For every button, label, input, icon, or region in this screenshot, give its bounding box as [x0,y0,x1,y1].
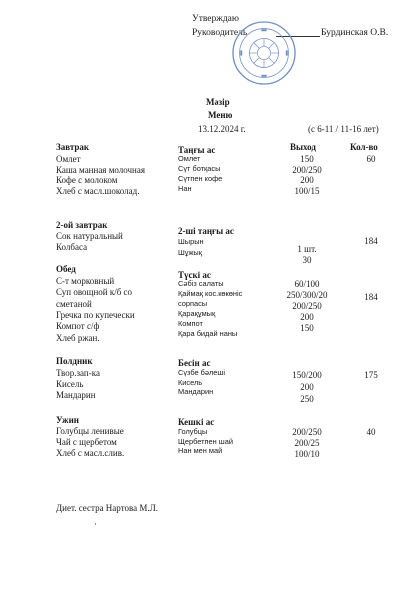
portion-output: 200/250 [292,164,322,175]
portion-output: 200 [300,382,314,392]
meal-title-ru: Ужин [56,415,79,425]
portion-count: 175 [364,370,378,380]
menu-item-kz: Нан мен май [178,446,223,455]
meal-title-kz: Кешкі ас [178,417,215,427]
menu-item-kz: Щербетпен шай [178,436,233,446]
menu-item-ru: Кисель [56,379,84,389]
portion-count: 184 [364,292,378,302]
portion-output: 200/250 [292,427,322,437]
menu-item-kz: Қара бидай наны [178,329,238,338]
portion-output: 250/300/20 [286,290,328,300]
portion-count: 60 [366,154,376,164]
portion-output: 200 [300,175,314,185]
portion-output: 1 шт. [297,244,317,254]
meal-title-kz: 2-ші таңғы ас [178,226,234,236]
menu-item-kz: Шырын [178,237,204,246]
portion-output: 200/250 [292,301,322,311]
menu-item-ru: Сок натуральный [56,231,123,241]
menu-item-kz: Қарақұмық [178,309,216,318]
menu-item-ru: Чай с щербетом [56,437,117,447]
title-ru: Меню [208,110,233,120]
menu-item-kz: Шұжық [178,248,202,257]
menu-item-ru: Омлет [56,154,81,164]
portion-count: 184 [364,236,378,246]
portion-output: 60/100 [294,279,320,289]
title-kz: Мәзір [206,97,230,107]
menu-item-kz: Сүт ботқасы [178,164,221,173]
portion-output: 200 [300,312,314,322]
meal-title-ru: 2-ой завтрак [56,220,108,230]
menu-item-ru: Твор.зап-ка [56,368,100,378]
portion-output: 200/25 [294,438,320,448]
column-qty-header: Кол-во [350,142,378,152]
menu-item-kz: Голубцы [178,427,208,436]
menu-item-ru: Хлеб с масл.шоколад. [56,185,140,196]
menu-item-kz: Кисель [178,377,203,387]
menu-item-ru: Компот с/ф [56,321,100,332]
menu-item-ru: Кофе с молоком [56,175,118,185]
meal-title-ru: Полдник [56,356,93,366]
menu-date: 13.12.2024 г. [198,124,246,134]
menu-item-ru: Голубцы ленивые [56,426,124,436]
menu-item-kz: Нан [178,184,192,193]
portion-output: 30 [302,255,312,265]
menu-item-kz: Қаймақ кос.көкөніс [178,289,243,298]
meal-title-kz: Таңғы ас [178,145,216,155]
approval-line2: Руководитель [192,28,248,38]
menu-item-kz: Сүзбе бәлеші [178,368,225,377]
menu-item-ru: С-т морковный [56,276,115,286]
menu-item-kz: Сүтпен кофе [178,174,223,183]
menu-item-ru: сметаной [56,298,92,309]
menu-item-kz: Мандарин [178,387,214,396]
portion-output: 150 [300,154,314,164]
approver-name: Бурдинская О.В. [321,28,389,38]
meal-title-ru: Завтрак [56,142,90,152]
meal-title-kz: Бесін ас [178,358,211,368]
portion-output: 100/10 [294,449,320,459]
menu-item-ru: Мандарин [56,390,96,400]
footer-mark: · [94,519,97,529]
menu-item-kz: Омлет [178,154,201,163]
menu-item-ru: Каша манная молочная [56,164,146,175]
meal-title-kz: Түскі ас [178,270,211,280]
portion-count: 40 [366,427,376,437]
menu-item-ru: Хлеб с масл.слив. [56,448,125,458]
menu-item-ru: Суп овощной к/б со [56,287,133,298]
menu-item-ru: Гречка по купечески [56,309,135,320]
menu-item-ru: Колбаса [56,241,88,252]
dietitian-signature: Диет. сестра Нартова М.Л. [56,503,158,513]
menu-item-kz: сорпасы [178,299,208,308]
menu-item-kz: Сәбіз салаты [178,279,224,288]
portion-output: 100/15 [294,185,320,196]
column-output-header: Выход [290,142,316,152]
menu-item-kz: Компот [178,319,203,328]
official-seal-icon [231,20,297,86]
portion-output: 150/200 [292,370,322,380]
age-range: (с 6-11 / 11-16 лет) [308,124,379,134]
portion-output: 250 [300,394,314,404]
menu-item-ru: Хлеб ржан. [56,332,100,343]
meal-title-ru: Обед [56,264,76,274]
portion-output: 150 [300,323,314,333]
approval-line1: Утверждаю [192,14,239,24]
